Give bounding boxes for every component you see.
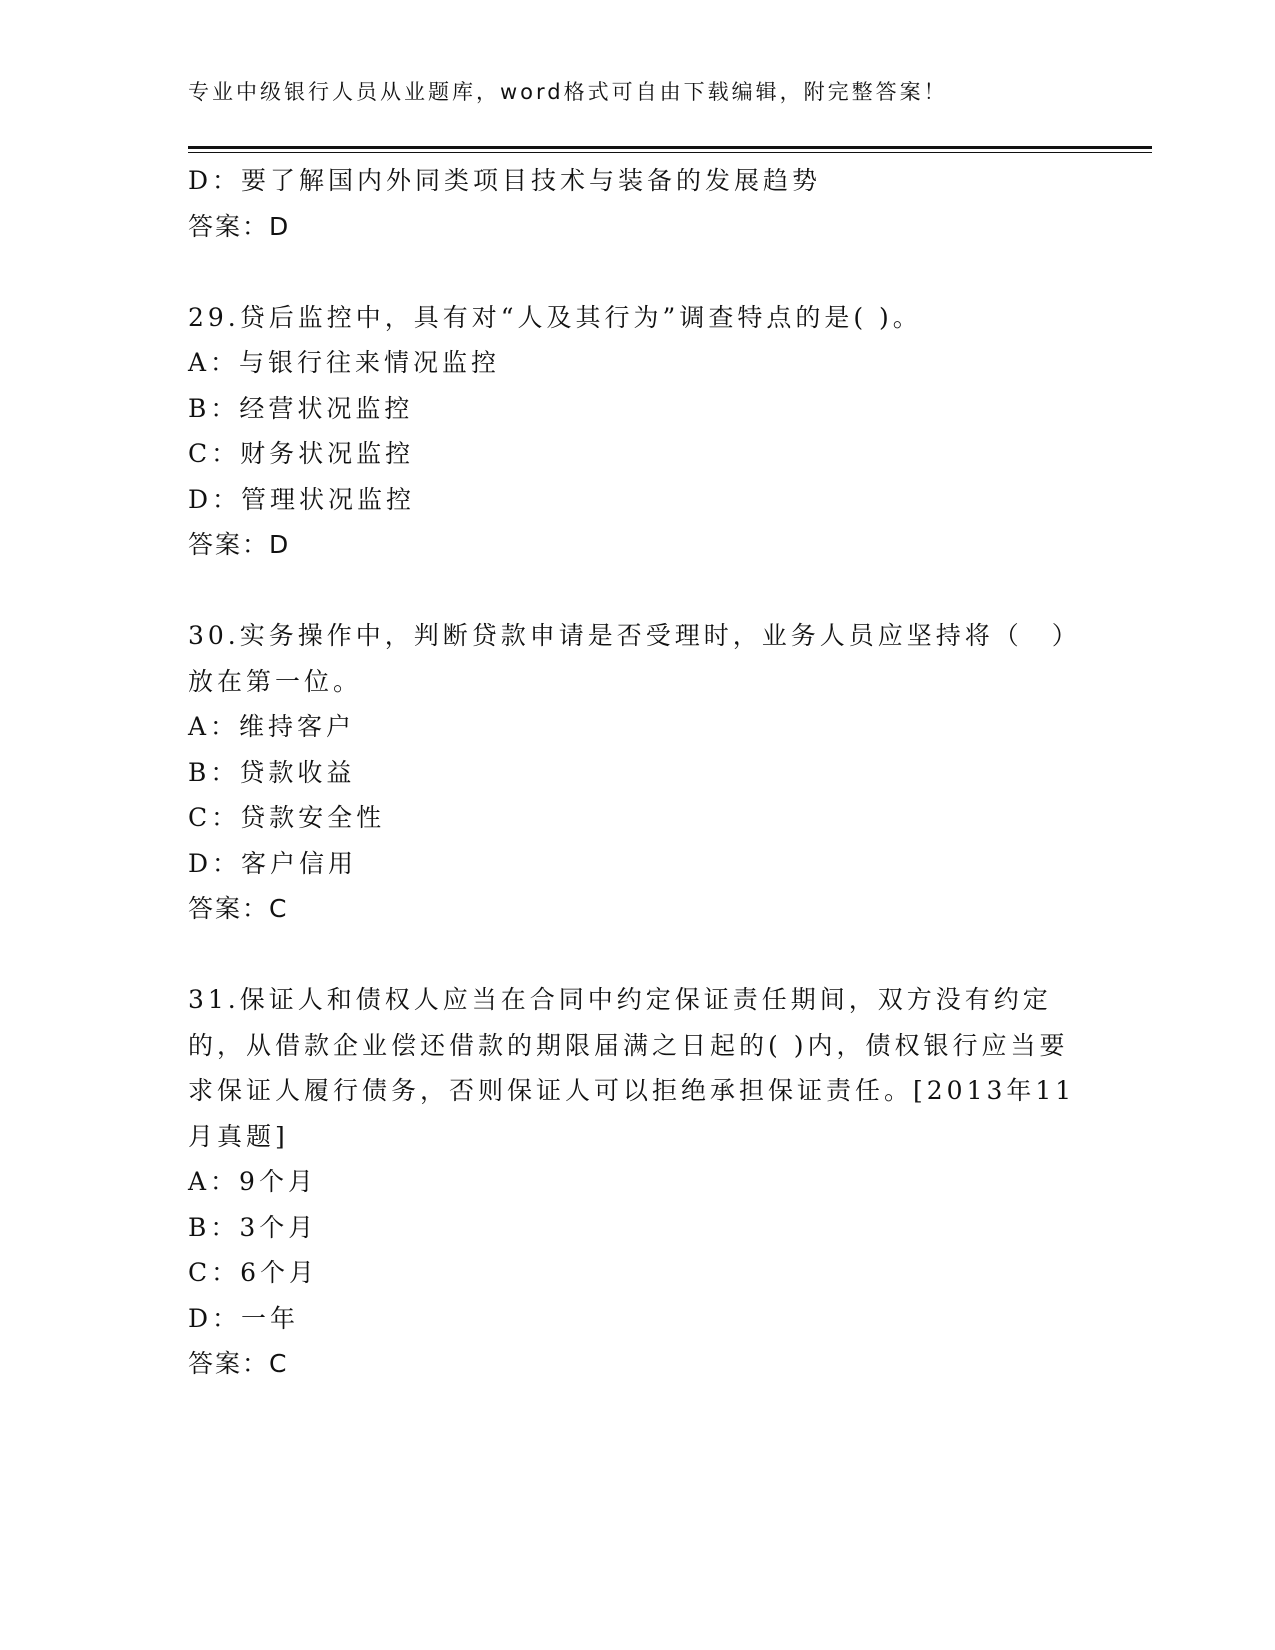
question-31 [188, 977, 1088, 1387]
option-c: C：财务状况监控 [188, 439, 415, 468]
spacer [188, 932, 1088, 978]
answer: 答案：D [188, 530, 291, 559]
question-29 [188, 295, 1088, 568]
option-b: B：3个月 [188, 1212, 318, 1242]
question-30 [188, 613, 1088, 932]
header-rule-thick [188, 146, 1152, 149]
question-stem: 30.实务操作中，判断贷款申请是否受理时，业务人员应坚持将（ ）放在第一位。 [188, 621, 1081, 696]
question-stem: 31.保证人和债权人应当在合同中约定保证责任期间，双方没有约定的，从借款企业偿还借款的期限届满之日起的( )内，债权银行应当要求保证人履行债务，否则保证人可以拒绝承担保证责任。[2013年11月真题] [188, 985, 1076, 1151]
question-stem: 29.贷后监控中，具有对“人及其行为”调查特点的是( )。 [188, 302, 922, 332]
option-c: C：贷款安全性 [188, 803, 386, 832]
answer: 答案：C [188, 894, 289, 923]
option-d: D：客户信用 [188, 848, 358, 878]
option-b: B：经营状况监控 [188, 393, 414, 423]
option-a: A：维持客户 [188, 712, 356, 741]
option-a: A：与银行往来情况监控 [188, 348, 501, 377]
document-header: 专业中级银行人员从业题库，word格式可自由下载编辑，附完整答案！ [188, 80, 948, 104]
spacer [188, 249, 1088, 295]
header-rule-thin [188, 152, 1152, 153]
prev-answer: 答案：D [188, 211, 291, 241]
option-a: A：9个月 [188, 1167, 317, 1196]
option-c: C：6个月 [188, 1258, 319, 1287]
option-d: D：一年 [188, 1303, 300, 1333]
spacer [188, 568, 1088, 614]
answer: 答案：C [188, 1349, 289, 1378]
question-content [188, 158, 1088, 1387]
option-b: B：贷款收益 [188, 757, 356, 787]
prev-option-d: D：要了解国内外同类项目技术与装备的发展趋势 [188, 166, 822, 195]
option-d: D：管理状况监控 [188, 484, 416, 514]
